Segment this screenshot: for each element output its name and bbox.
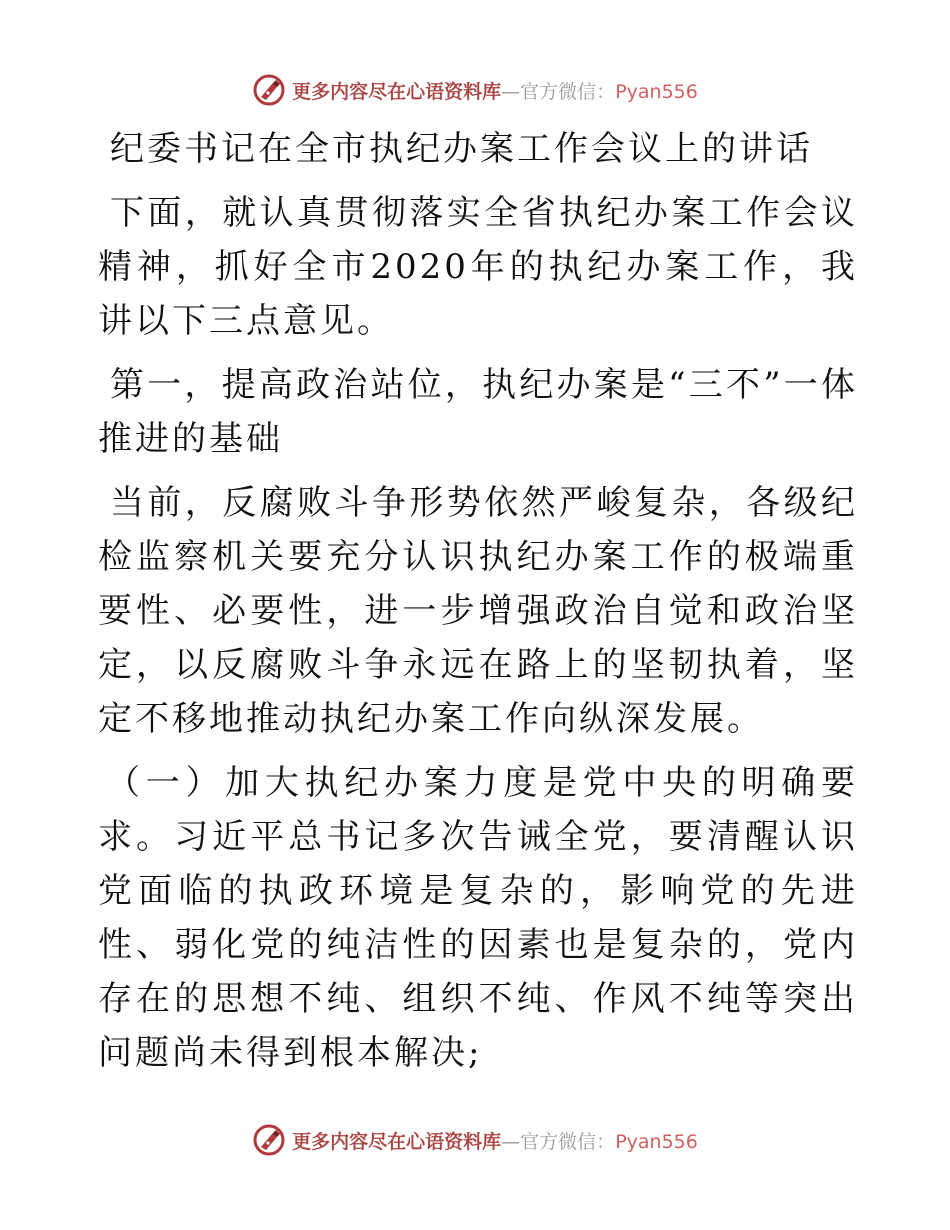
banner-official-label: 官方微信： bbox=[520, 1130, 616, 1153]
banner-main-text: 更多内容尽在心语资料库 bbox=[292, 80, 502, 103]
intro-paragraph: 下面，就认真贯彻落实全省执纪办案工作会议精神，抓好全市2020年的执纪办案工作，我讲以下三点意见。 bbox=[98, 193, 858, 341]
banner-wechat-id: Pyan556 bbox=[615, 1130, 698, 1153]
banner-main-text: 更多内容尽在心语资料库 bbox=[292, 1130, 502, 1153]
banner-text bbox=[292, 1127, 698, 1154]
banner-dash: — bbox=[501, 80, 521, 103]
pen-nib-logo-icon bbox=[252, 73, 286, 107]
header-banner bbox=[0, 70, 950, 110]
section-paragraph: 当前，反腐败斗争形势依然严峻复杂，各级纪检监察机关要充分认识执纪办案工作的极端重要性、必要性，进一步增强政治自觉和政治坚定，以反腐败斗争永远在路上的坚韧执着，坚定不移地推动执纪办案工作向纵深发展。 bbox=[98, 483, 858, 739]
banner-dash: — bbox=[501, 1130, 521, 1153]
banner-official-label: 官方微信： bbox=[520, 80, 616, 103]
banner-text bbox=[292, 77, 698, 104]
pen-nib-logo-icon bbox=[252, 1123, 286, 1157]
banner-wechat-id: Pyan556 bbox=[615, 80, 698, 103]
section-heading: 第一，提高政治站位，执纪办案是“三不”一体推进的基础 bbox=[98, 365, 858, 459]
document-title: 纪委书记在全市执纪办案工作会议上的讲话 bbox=[110, 129, 813, 169]
subsection-paragraph: （一）加大执纪办案力度是党中央的明确要求。习近平总书记多次告诫全党，要清醒认识党面临的执政环境是复杂的，影响党的先进性、弱化党的纯洁性的因素也是复杂的，党内存在的思想不纯、组织不纯、作风不纯等突出问题尚未得到根本解决; bbox=[98, 763, 858, 1073]
footer-banner bbox=[0, 1120, 950, 1160]
document-body bbox=[98, 122, 858, 1080]
